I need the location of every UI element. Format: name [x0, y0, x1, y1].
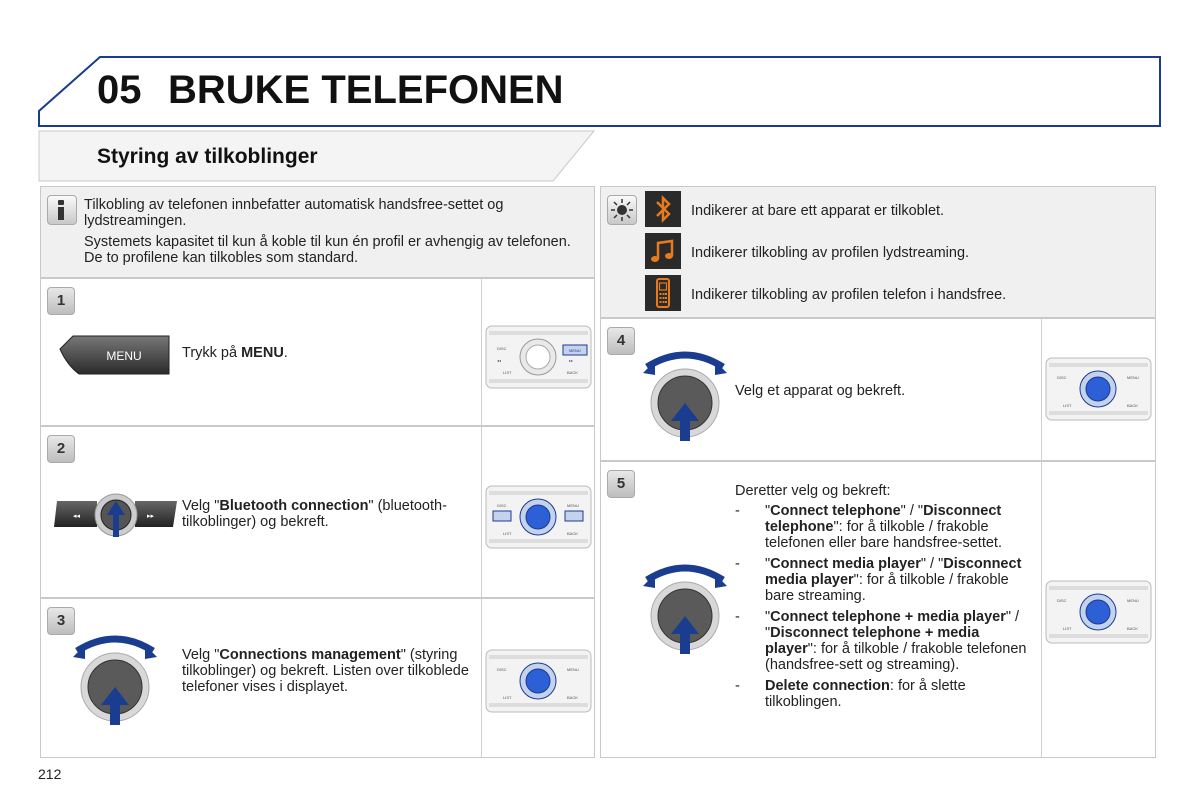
- menu-button-label: MENU: [106, 349, 142, 363]
- radio-panel-illustration: [485, 485, 592, 549]
- svg-text:LIST: LIST: [1063, 403, 1072, 408]
- music-note-icon: [645, 233, 681, 269]
- seek-buttons-knob-illustration: [53, 493, 181, 539]
- svg-text:LIST: LIST: [1063, 626, 1072, 631]
- svg-text:DISC: DISC: [497, 503, 507, 508]
- rotary-knob-illustration: [643, 558, 727, 656]
- step-2-panel-thumb: [481, 427, 596, 597]
- svg-text:◂◂: ◂◂: [73, 513, 81, 520]
- indicator-text-bluetooth: Indikerer at bare ett apparat er tilkoblet.: [691, 203, 945, 219]
- svg-text:LIST: LIST: [503, 531, 512, 536]
- svg-text:BACK: BACK: [1127, 403, 1138, 408]
- step-4-box: [600, 318, 1156, 461]
- step-4-text: Velg et apparat og bekreft.: [735, 383, 906, 399]
- step-1-box: [40, 278, 595, 426]
- svg-text:MENU: MENU: [569, 348, 581, 353]
- svg-text:MENU: MENU: [1127, 375, 1139, 380]
- svg-text:DISC: DISC: [497, 346, 507, 351]
- svg-text:DISC: DISC: [1057, 598, 1067, 603]
- list-item: - Delete connection: for å slette tilkoblingen.: [735, 678, 1033, 710]
- connection-options-list: [735, 503, 1033, 710]
- svg-text:MENU: MENU: [567, 503, 579, 508]
- light-bulb-icon: [607, 195, 637, 225]
- svg-text:▸▸: ▸▸: [569, 358, 574, 363]
- svg-text:LIST: LIST: [503, 370, 512, 375]
- radio-panel-illustration: [1045, 357, 1152, 421]
- step-3-box: [40, 598, 595, 758]
- step-1-panel-thumb: [481, 279, 596, 425]
- step-5-panel-thumb: [1041, 462, 1156, 757]
- svg-text:DISC: DISC: [1057, 375, 1067, 380]
- indicator-text-streaming: Indikerer tilkobling av profilen lydstreaming.: [691, 245, 970, 261]
- chapter-title: BRUKE TELEFONEN: [168, 68, 564, 112]
- rotary-knob-illustration: [643, 345, 727, 443]
- step-2-box: [40, 426, 595, 598]
- step-number: 1: [47, 287, 75, 315]
- step-number: 5: [607, 470, 635, 498]
- step-number: 2: [47, 435, 75, 463]
- info-icon: [47, 195, 77, 225]
- step-number: 3: [47, 607, 75, 635]
- svg-text:MENU: MENU: [567, 667, 579, 672]
- radio-panel-illustration: [485, 649, 592, 713]
- list-item: - "Connect telephone + media player" / "Disconnect telephone + media player": for å tilkoble / frakoble telefonen (handsfree-sett og streaming).: [735, 609, 1033, 673]
- info-paragraph-2: Systemets kapasitet til kun å koble til kun én profil er avhengig av telefonen. De to profilene kan tilkobles som standard.: [84, 234, 571, 266]
- indicator-text-handsfree: Indikerer tilkobling av profilen telefon i handsfree.: [691, 287, 1007, 303]
- step-1-text: Trykk på MENU.: [182, 345, 288, 361]
- step-number: 4: [607, 327, 635, 355]
- svg-text:BACK: BACK: [567, 370, 578, 375]
- bluetooth-icon: [645, 191, 681, 227]
- svg-text:▸▸: ▸▸: [147, 513, 155, 520]
- indicators-box: [600, 186, 1156, 318]
- list-item: - "Connect media player" / "Disconnect media player": for å tilkoble / frakoble bare streaming.: [735, 556, 1033, 604]
- info-box: [40, 186, 595, 278]
- radio-panel-illustration: [485, 325, 592, 389]
- step-5-box: [600, 461, 1156, 758]
- svg-text:DISC: DISC: [497, 667, 507, 672]
- rotary-knob-illustration: [73, 629, 157, 727]
- step-3-panel-thumb: [481, 599, 596, 757]
- svg-text:BACK: BACK: [1127, 626, 1138, 631]
- step-5-content: [735, 483, 1033, 715]
- list-item: - "Connect telephone" / "Disconnect telephone": for å tilkoble / frakoble telefonen eller bare handsfree-settet.: [735, 503, 1033, 551]
- step-3-text: Velg "Connections management" (styring tilkoblinger) og bekreft. Listen over tilkoblede telefoner vises i displayet.: [182, 647, 469, 695]
- svg-text:BACK: BACK: [567, 531, 578, 536]
- radio-panel-illustration: [1045, 580, 1152, 644]
- info-paragraph-1: Tilkobling av telefonen innbefatter automatisk handsfree-settet og lydstreamingen.: [84, 197, 504, 229]
- chapter-number: 05: [97, 68, 142, 112]
- page-number: 212: [38, 766, 62, 782]
- svg-text:BACK: BACK: [567, 695, 578, 700]
- svg-text:MENU: MENU: [1127, 598, 1139, 603]
- step-4-panel-thumb: [1041, 319, 1156, 460]
- svg-text:◂◂: ◂◂: [497, 358, 502, 363]
- menu-button[interactable]: [59, 335, 171, 375]
- step-5-intro: Deretter velg og bekreft:: [735, 483, 891, 499]
- svg-text:LIST: LIST: [503, 695, 512, 700]
- section-title: Styring av tilkoblinger: [97, 145, 318, 168]
- mobile-phone-icon: [645, 275, 681, 311]
- step-2-text: Velg "Bluetooth connection" (bluetooth-tilkoblinger) og bekreft.: [182, 498, 447, 530]
